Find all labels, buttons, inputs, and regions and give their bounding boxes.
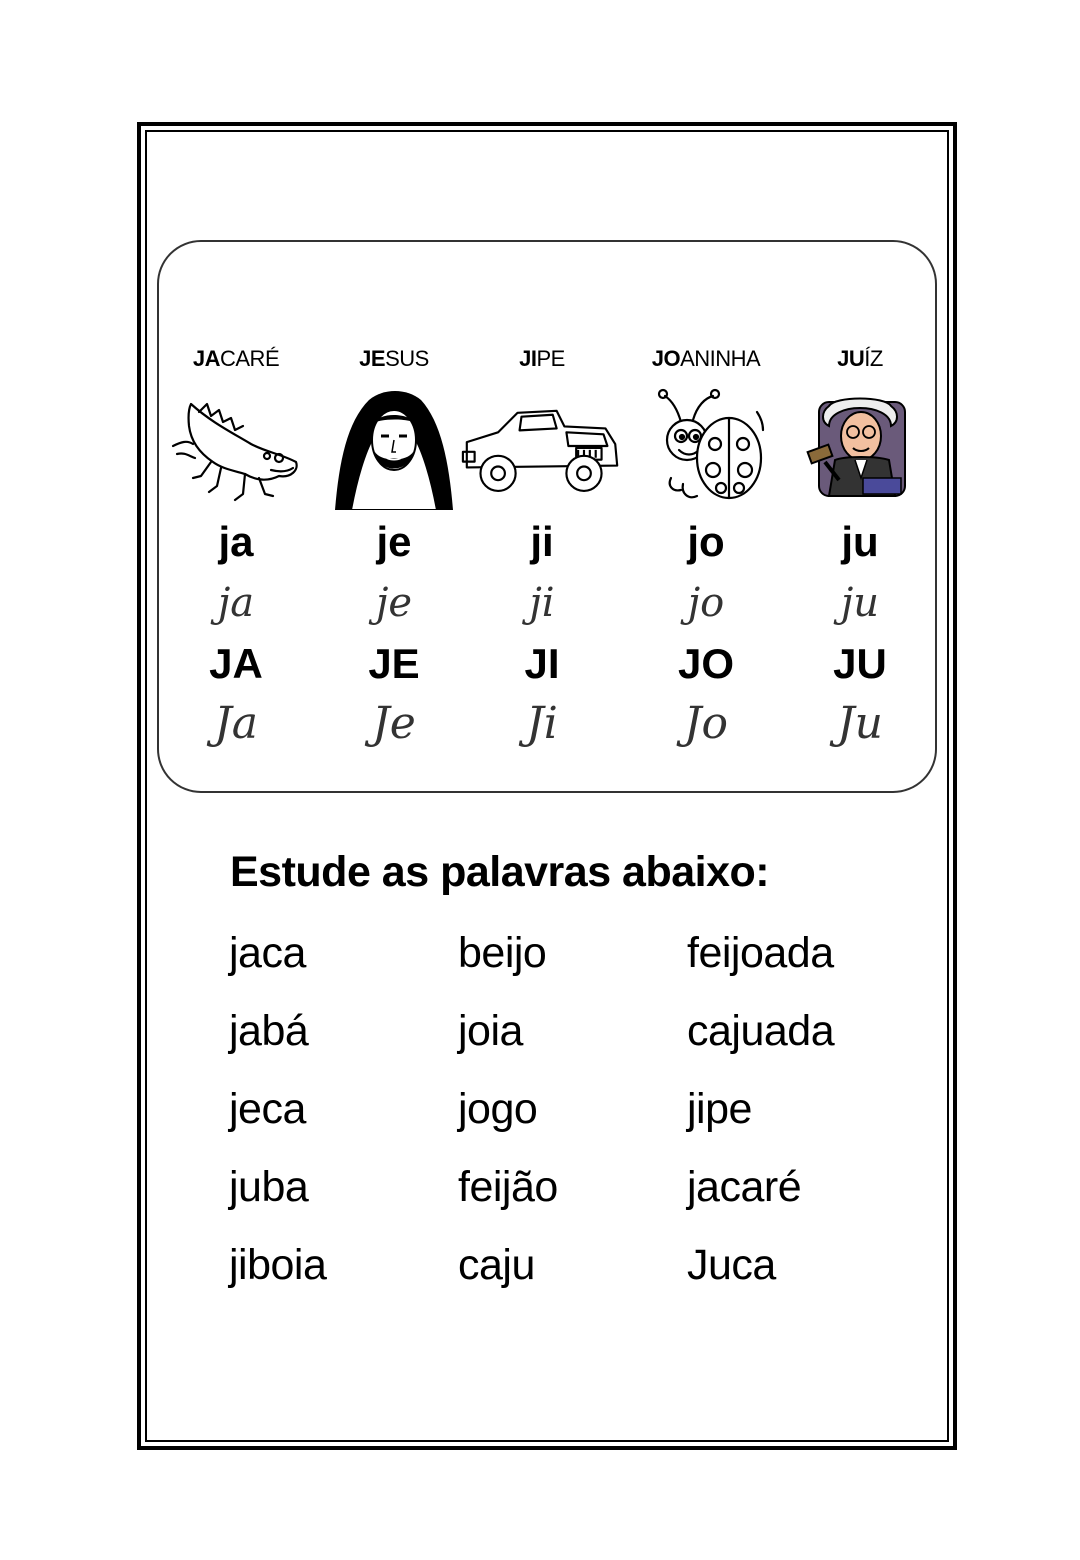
word-label-jesus [319,346,469,372]
word-label-bold: JA [192,346,220,371]
word-column [458,924,688,1314]
word-label-rest: ANINHA [680,346,761,371]
syllable-lower: ja [218,518,254,565]
list-item: feijoada [687,929,834,977]
word-label-rest: SUS [385,346,429,371]
syllable-card [157,240,937,793]
list-item: jipe [687,1085,752,1133]
jesus-icon [329,382,459,510]
jeep-icon [459,382,625,510]
word-label-juiz [785,346,935,372]
word-label-rest: PE [536,346,565,371]
list-item: jacaré [687,1163,802,1211]
list-item: jogo [458,1085,538,1133]
list-item: jiboia [229,1241,327,1289]
list-item: cajuada [687,1007,835,1055]
syllable-upper: JO [677,640,735,687]
word-label-rest: CARÉ [220,346,280,371]
syllable-upper: JU [833,640,887,687]
word-label-bold: JO [651,346,681,371]
list-item: Juca [687,1241,776,1289]
syllable-upper-cursive: Je [372,698,416,749]
list-item: juba [229,1163,309,1211]
word-column [229,924,459,1314]
list-item: jabá [229,1007,309,1055]
word-label-rest: ÍZ [864,346,883,371]
syllable-column-jo [631,242,781,791]
syllable-column-ju [785,242,935,791]
syllable-lower-cursive: jo [687,580,725,626]
study-title: Estude as palavras abaixo: [230,848,770,896]
list-item: feijão [458,1163,558,1211]
syllable-column-je [319,242,469,791]
syllable-lower-cursive: ju [840,580,880,626]
syllable-upper: JI [524,640,560,687]
list-item: beijo [458,929,547,977]
word-label-bold: JI [519,346,537,371]
syllable-column-ja [161,242,311,791]
alligator-icon [171,382,301,510]
judge-icon [795,382,925,510]
list-item: joia [458,1007,523,1055]
syllable-lower: jo [687,518,725,565]
word-column [687,924,917,1314]
syllable-column-ji [467,242,617,791]
syllable-lower: ji [530,518,554,565]
word-label-bold: JE [359,346,386,371]
word-label-joaninha [631,346,781,372]
syllable-upper-cursive: Ja [214,698,258,749]
word-label-bold: JU [837,346,865,371]
syllable-upper-cursive: Jo [683,698,729,749]
word-label-jacare [161,346,311,372]
list-item: jeca [229,1085,306,1133]
syllable-lower: je [376,518,412,565]
syllable-lower-cursive: ji [529,580,555,626]
syllable-lower-cursive: ja [217,580,255,626]
ladybug-icon [641,382,771,510]
syllable-lower: ju [841,518,879,565]
syllable-upper-cursive: Ju [837,698,883,749]
list-item: caju [458,1241,535,1289]
list-item: jaca [229,929,306,977]
syllable-lower-cursive: je [375,580,413,626]
word-label-jipe [467,346,617,372]
syllable-upper: JA [209,640,263,687]
syllable-upper: JE [368,640,420,687]
syllable-upper-cursive: Ji [526,698,558,749]
